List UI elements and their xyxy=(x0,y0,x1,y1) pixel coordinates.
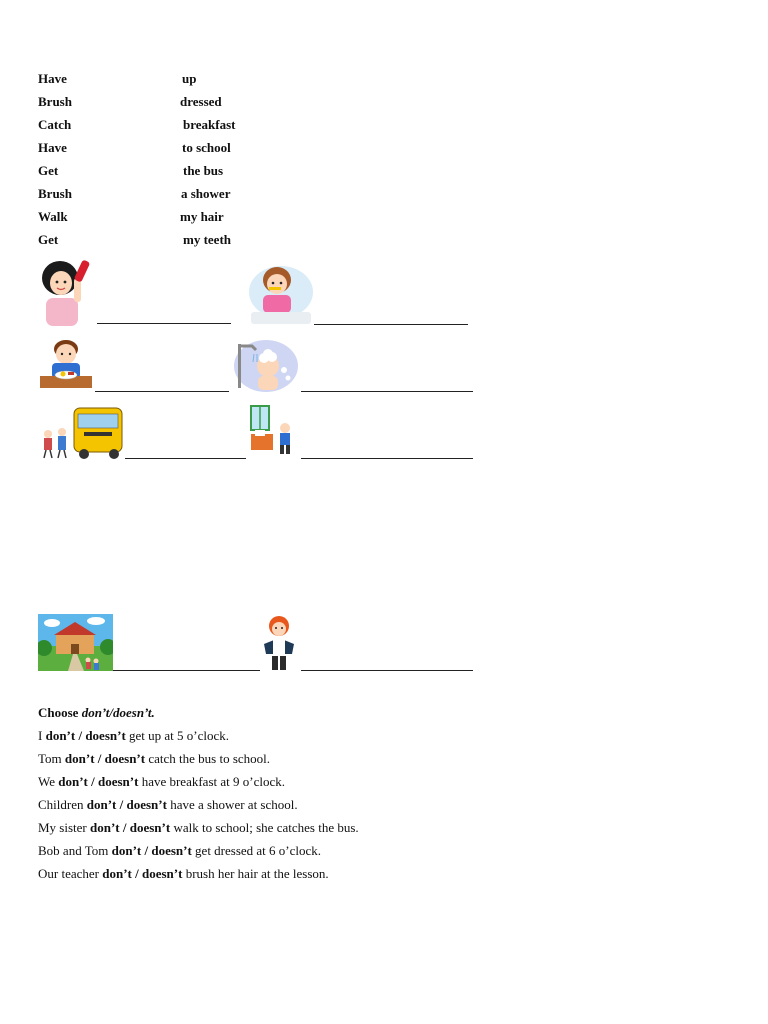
sentence-after: catch the bus to school. xyxy=(145,751,271,766)
phrase-word: my teeth xyxy=(183,232,232,247)
verb-word: Have xyxy=(38,71,67,86)
girl-brushing-hair-picture xyxy=(38,256,94,326)
choice-options[interactable]: don’t / doesn’t xyxy=(90,820,171,835)
exercise-sentence xyxy=(38,728,229,744)
answer-blank[interactable] xyxy=(95,391,229,392)
phrase-word: breakfast xyxy=(183,117,236,132)
exercise-sentence xyxy=(38,843,321,859)
exercise-sentence xyxy=(38,797,298,813)
exercise-title-prefix: Choose xyxy=(38,705,82,720)
child-waking-up-picture xyxy=(249,404,297,456)
exercise-sentence xyxy=(38,820,359,836)
verb-word: Brush xyxy=(38,186,72,201)
exercise-sentence xyxy=(38,774,285,790)
verb-word: Brush xyxy=(38,94,72,109)
answer-blank[interactable] xyxy=(301,458,473,459)
sentence-after: get dressed at 6 o’clock. xyxy=(191,843,322,858)
phrase-word: up xyxy=(182,71,197,86)
exercise-sentence xyxy=(38,866,329,882)
choice-options[interactable]: don’t / doesn’t xyxy=(45,728,126,743)
girl-brushing-teeth-picture xyxy=(247,262,313,326)
sentence-before: Tom xyxy=(38,751,65,766)
phrase-word: to school xyxy=(182,140,231,155)
sentence-before: Bob and Tom xyxy=(38,843,112,858)
choice-options[interactable]: don’t / doesn’t xyxy=(102,866,183,881)
sentence-before: Our teacher xyxy=(38,866,103,881)
phrase-word: my hair xyxy=(180,209,224,224)
sentence-after: walk to school; she catches the bus. xyxy=(170,820,359,835)
verb-word: Get xyxy=(38,232,59,247)
boy-getting-dressed-picture xyxy=(258,614,300,672)
answer-blank[interactable] xyxy=(113,670,260,671)
sentence-after: have breakfast at 9 o’clock. xyxy=(138,774,285,789)
phrase-word: dressed xyxy=(180,94,222,109)
verb-word: Walk xyxy=(38,209,68,224)
exercise-title-emphasis: don’t/doesn’t. xyxy=(81,705,155,720)
child-showering-picture xyxy=(228,338,300,394)
verb-word: Catch xyxy=(38,117,72,132)
sentence-after: have a shower at school. xyxy=(166,797,298,812)
choice-options[interactable]: don’t / doesn’t xyxy=(64,751,146,766)
sentence-after: get up at 5 o’clock. xyxy=(125,728,230,743)
answer-blank[interactable] xyxy=(97,323,231,324)
phrase-word: the bus xyxy=(183,163,224,178)
verb-word: Have xyxy=(38,140,67,155)
exercise-title xyxy=(38,705,155,721)
answer-blank[interactable] xyxy=(301,391,473,392)
answer-blank[interactable] xyxy=(301,670,473,671)
choice-options[interactable]: don’t / doesn’t xyxy=(58,774,139,789)
phrase-word: a shower xyxy=(181,186,231,201)
children-catching-bus-picture xyxy=(38,404,124,460)
boy-having-breakfast-picture xyxy=(38,338,94,392)
choice-options[interactable]: don’t / doesn’t xyxy=(111,843,192,858)
sentence-before: I xyxy=(38,728,46,743)
verb-word: Get xyxy=(38,163,59,178)
exercise-sentence xyxy=(38,751,270,767)
sentence-before: My sister xyxy=(38,820,90,835)
sentence-before: Children xyxy=(38,797,87,812)
answer-blank[interactable] xyxy=(314,324,468,325)
answer-blank[interactable] xyxy=(125,458,246,459)
walking-to-school-picture xyxy=(38,614,113,671)
sentence-after: brush her hair at the lesson. xyxy=(182,866,329,881)
choice-options[interactable]: don’t / doesn’t xyxy=(86,797,167,812)
sentence-before: We xyxy=(38,774,59,789)
